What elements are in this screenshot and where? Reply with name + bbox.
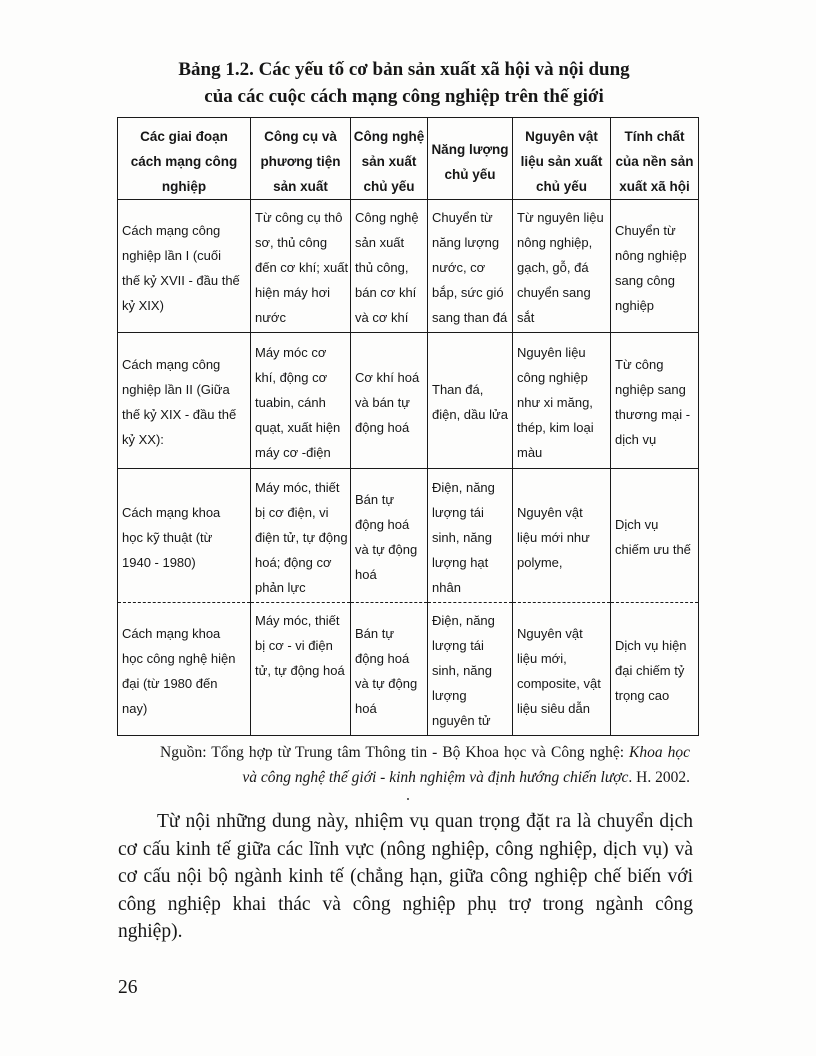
source-note-line-1 (160, 740, 690, 765)
cell-stage: Cách mạng công nghiệp lần I (cuối thế kỷ XVII - đầu thế kỷ XIX) (118, 200, 251, 333)
cell-materials: Nguyên vật liệu mới như polyme, (513, 469, 611, 603)
cell-energy: Điện, năng lượng tái sinh, năng lượng nguyên tử (428, 603, 513, 736)
cell-production-nature: Chuyển từ nông nghiệp sang công nghiệp (611, 200, 699, 333)
column-header-tools: Công cụ và phương tiện sản xuất (251, 118, 351, 200)
cell-materials: Nguyên liệu công nghiệp như xi măng, thép, kim loại màu (513, 333, 611, 469)
cell-technology: Bán tự động hoá và tự động hoá (351, 603, 428, 736)
industrial-revolutions-table (117, 117, 699, 736)
cell-technology: Công nghệ sản xuất thủ công, bán cơ khí và cơ khí (351, 200, 428, 333)
paragraph-line: cơ cấu kinh tế giữa các lĩnh vực (nông nghiệp, công nghiệp, dịch vụ) và (118, 838, 693, 860)
source-note-line-2 (160, 765, 690, 790)
cell-technology: Cơ khí hoá và bán tự động hoá (351, 333, 428, 469)
paragraph-line: nghiệp). (118, 921, 183, 942)
paragraph-line: cơ cấu nội bộ ngành kinh tế (chẳng hạn, giữa công nghiệp chế biến với (118, 866, 693, 887)
cell-tools: Máy móc, thiết bị cơ - vi điện tử, tự động hoá (251, 603, 351, 736)
table-row (118, 333, 699, 469)
cell-stage: Cách mạng khoa học kỹ thuật (từ 1940 - 1980) (118, 469, 251, 603)
column-header-energy: Năng lượng chủ yếu (428, 118, 513, 200)
cell-energy: Than đá, điện, dầu lửa (428, 333, 513, 469)
cell-energy: Chuyển từ năng lượng nước, cơ bắp, sức gió sang than đá (428, 200, 513, 333)
table-row (118, 469, 699, 603)
cell-tools: Máy móc cơ khí, động cơ tuabin, cánh quạt, xuất hiện máy cơ -điện (251, 333, 351, 469)
cell-materials: Từ nguyên liệu nông nghiệp, gạch, gỗ, đá chuyển sang sắt (513, 200, 611, 333)
column-header-technology: Công nghệ sản xuất chủ yếu (351, 118, 428, 200)
paragraph-line: công nghiệp khai thác và công nghiệp phụ trợ trong ngành công (118, 893, 693, 915)
cell-technology: Bán tự động hoá và tự động hoá (351, 469, 428, 603)
source-publication: . H. 2002. (628, 769, 690, 786)
table-caption-line-1: Bảng 1.2. Các yếu tố cơ bản sản xuất xã hội và nội dung (178, 59, 630, 80)
table-header-row (118, 118, 699, 200)
body-paragraph (118, 808, 693, 946)
column-header-stage: Các giai đoạn cách mạng công nghiệp (118, 118, 251, 200)
source-work-title-part-2: và công nghệ thế giới - kinh nghiệm và định hướng chiến lược (242, 769, 629, 786)
table-caption-line-2: của các cuộc cách mạng công nghiệp trên thế giới (204, 86, 604, 107)
cell-production-nature: Từ công nghiệp sang thương mại - dịch vụ (611, 333, 699, 469)
cell-production-nature: Dịch vụ chiếm ưu thế (611, 469, 699, 603)
cell-tools: Máy móc, thiết bị cơ điện, vi điện tử, tự động hoá; động cơ phản lực (251, 469, 351, 603)
source-work-title-part-1: Khoa học (629, 744, 691, 761)
stray-dot-mark (407, 798, 409, 800)
table-caption (0, 56, 808, 110)
cell-energy: Điện, năng lượng tái sinh, năng lượng hạt nhân (428, 469, 513, 603)
column-header-production-nature: Tính chất của nền sản xuất xã hội (611, 118, 699, 200)
table-row (118, 603, 699, 736)
cell-production-nature: Dịch vụ hiện đại chiếm tỷ trọng cao (611, 603, 699, 736)
cell-stage: Cách mạng khoa học công nghệ hiện đại (từ 1980 đến nay) (118, 603, 251, 736)
cell-materials: Nguyên vật liệu mới, composite, vật liệu siêu dẫn (513, 603, 611, 736)
column-header-materials: Nguyên vật liệu sản xuất chủ yếu (513, 118, 611, 200)
paragraph-line: Từ nội những dung này, nhiệm vụ quan trọng đặt ra là chuyển dịch (157, 811, 693, 832)
page-number: 26 (118, 977, 138, 998)
cell-tools: Từ công cụ thô sơ, thủ công đến cơ khí; xuất hiện máy hơi nước (251, 200, 351, 333)
cell-stage: Cách mạng công nghiệp lần II (Giữa thế kỷ XIX - đầu thế kỷ XX): (118, 333, 251, 469)
source-note-text: Nguồn: Tổng hợp từ Trung tâm Thông tin - Bộ Khoa học và Công nghệ: (160, 744, 625, 761)
source-note (160, 740, 690, 790)
table-row (118, 200, 699, 333)
